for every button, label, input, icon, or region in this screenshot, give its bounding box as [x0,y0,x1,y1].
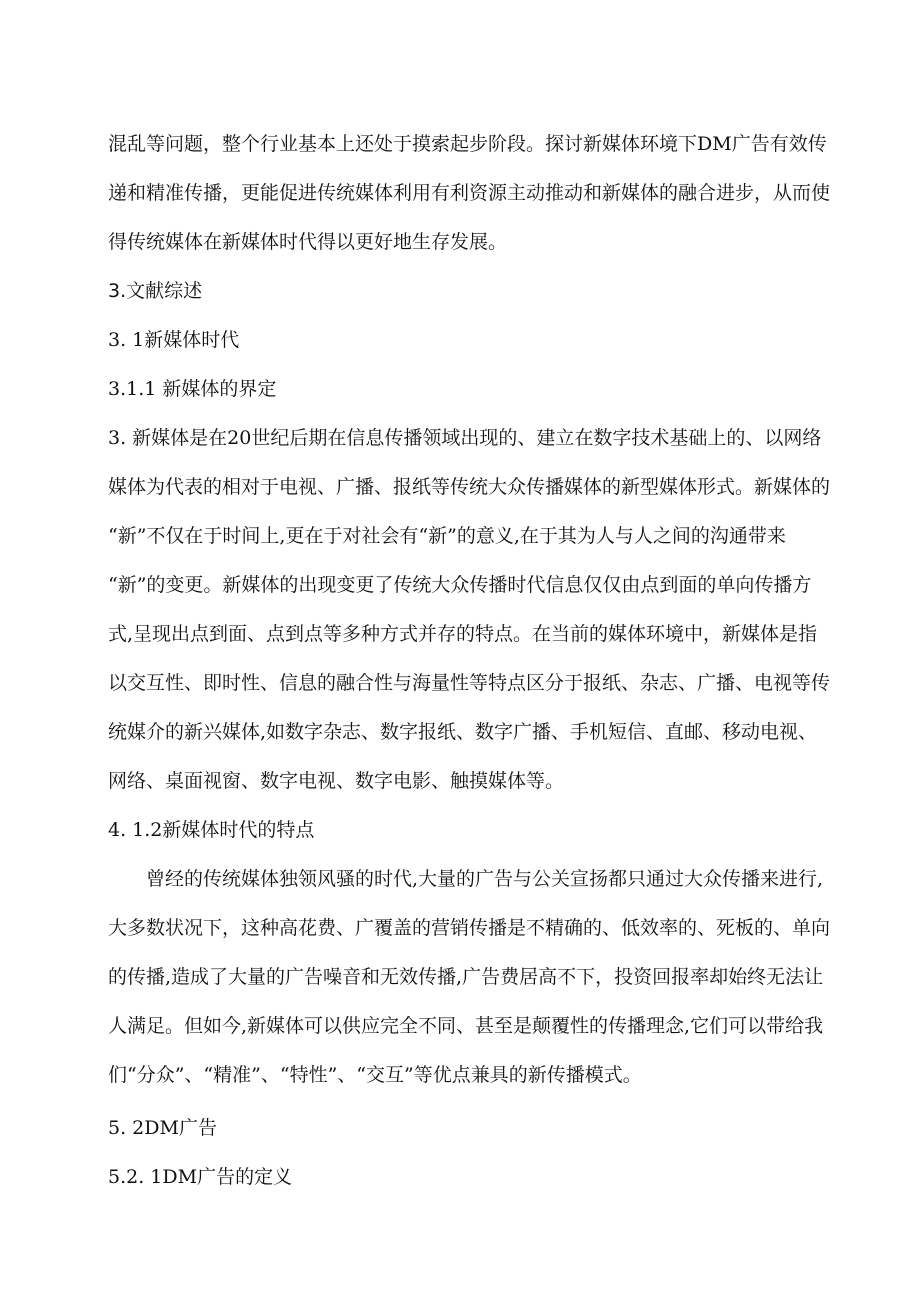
body-text-line: 统媒介的新兴媒体,如数字杂志、数字报纸、数字广播、手机短信、直邮、移动电视、 [108,721,818,743]
body-text-line: 人满足。但如今,新媒体可以供应完全不同、甚至是颠覆性的传播理念,它们可以带给我 [108,1015,824,1037]
subsubsection-heading: 4. 1.2新媒体时代的特点 [108,819,315,841]
section-heading: 3.文献综述 [108,280,203,302]
body-text-line: “新”的变更。新媒体的出现变更了传统大众传播时代信息仅仅由点到面的单向传播方 [108,574,812,596]
body-text-line: 媒体为代表的相对于电视、广播、报纸等传统大众传播媒体的新型媒体形式。新媒体的 [108,476,831,498]
body-text-line: 网络、桌面视窗、数字电视、数字电影、触摸媒体等。 [108,770,565,792]
body-text-line: 递和精准传播，更能促进传统媒体利用有利资源主动推动和新媒体的融合进步，从而使 [108,182,831,204]
body-text-line: “新”不仅在于时间上,更在于对社会有“新”的意义,在于其为人与人之间的沟通带来 [108,525,786,547]
subsubsection-heading: 5.2. 1DM广告的定义 [108,1166,293,1188]
body-text-line: 曾经的传统媒体独领风骚的时代,大量的广告与公关宣扬都只通过大众传播来进行, [146,868,824,890]
body-text-line: 得传统媒体在新媒体时代得以更好地生存发展。 [108,231,508,253]
subsubsection-heading: 3.1.1 新媒体的界定 [108,378,277,400]
body-text-line: 混乱等问题，整个行业基本上还处于摸索起步阶段。探讨新媒体环境下DM广告有效传 [108,133,827,155]
body-text-line: 们“分众”、“精准”、“特性”、“交互”等优点兼具的新传播模式。 [108,1064,642,1086]
subsection-heading: 3. 1新媒体时代 [108,329,240,351]
body-text-line: 的传播,造成了大量的广告噪音和无效传播,广告费居高不下，投资回报率却始终无法让 [108,966,824,988]
body-text-line: 式,呈现出点到面、点到点等多种方式并存的特点。在当前的媒体环境中，新媒体是指 [108,623,818,645]
body-text-line: 3. 新媒体是在20世纪后期在信息传播领域出现的、建立在数字技术基础上的、以网络 [108,427,822,449]
subsection-heading: 5. 2DM广告 [108,1117,217,1139]
body-text-line: 大多数状况下，这种高花费、广覆盖的营销传播是不精确的、低效率的、死板的、单向 [108,917,831,939]
body-text-line: 以交互性、即时性、信息的融合性与海量性等特点区分于报纸、杂志、广播、电视等传 [108,672,831,694]
